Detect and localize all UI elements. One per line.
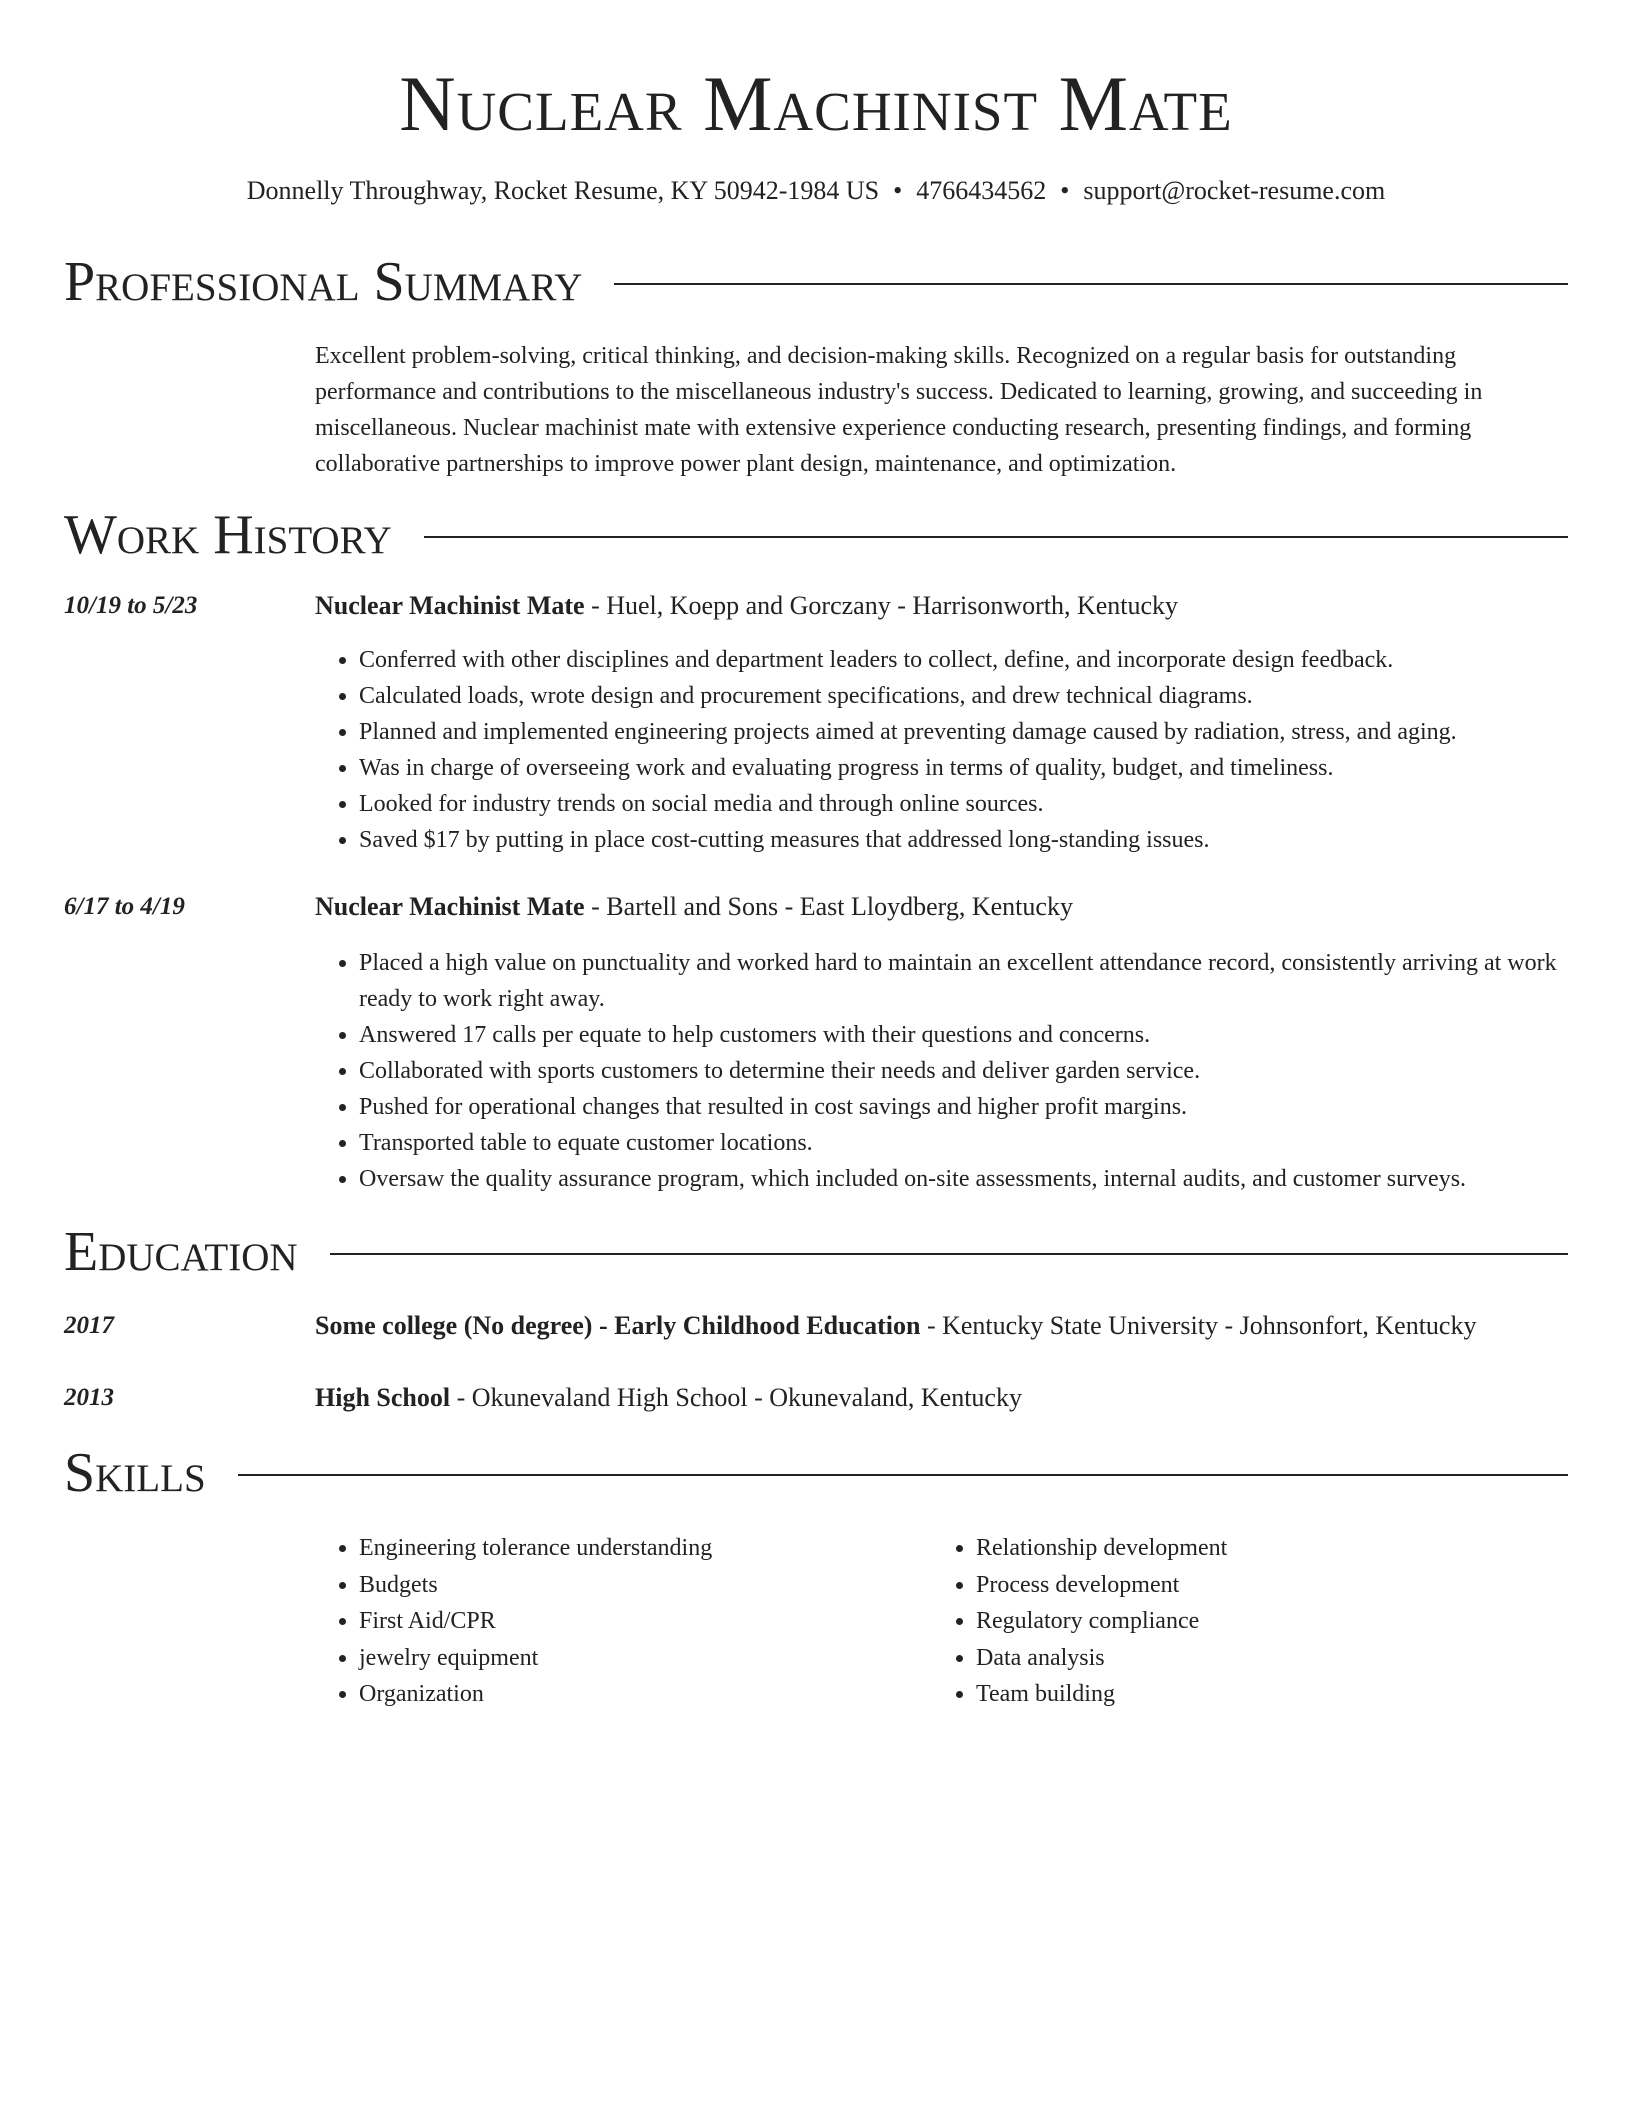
job-bullet: • Transported table to equate customer locations. bbox=[359, 1125, 1568, 1161]
job-bullet: • Saved $17 by putting in place cost-cutting measures that addressed long-standing issues. bbox=[359, 822, 1568, 858]
skills-section-title: Skills bbox=[64, 1442, 206, 1504]
job-position: Nuclear Machinist Mate bbox=[315, 892, 585, 921]
job-title-line bbox=[315, 589, 1568, 623]
education-degree: Some college (No degree) - Early Childhood Education bbox=[315, 1311, 921, 1340]
summary-section-title: Professional Summary bbox=[64, 251, 583, 313]
section-divider bbox=[330, 1253, 1568, 1255]
job-bullet: • Planned and implemented engineering projects aimed at preventing damage caused by radiation, stress, and aging. bbox=[359, 714, 1568, 750]
job-bullet: • Calculated loads, wrote design and procurement specifications, and drew technical diagrams. bbox=[359, 678, 1568, 714]
skill-item: • Team building bbox=[976, 1676, 1532, 1713]
section-divider bbox=[238, 1474, 1568, 1476]
skill-item: • Organization bbox=[359, 1676, 915, 1713]
education-degree: High School bbox=[315, 1383, 451, 1412]
education-year: 2013 bbox=[64, 1384, 114, 1411]
summary-text: Excellent problem-solving, critical thinking, and decision-making skills. Recognized on a regular basis for outstanding performance and contributions to the miscellaneous industry's success. Dedicated to learning, growing, and succeeding in miscellaneous. Nuclear machinist mate with extensive experience conducting research, presenting findings, and forming collaborative partnerships to improve power plant design, maintenance, and optimization. bbox=[315, 343, 1483, 477]
skill-item: • Process development bbox=[976, 1567, 1532, 1604]
skills-section-header bbox=[64, 1441, 1568, 1505]
skill-item: • Data analysis bbox=[976, 1640, 1532, 1677]
job-bullet: • Collaborated with sports customers to determine their needs and deliver garden service. bbox=[359, 1053, 1568, 1089]
contact-phone: 4766434562 bbox=[916, 176, 1047, 205]
contact-line bbox=[64, 174, 1568, 208]
contact-separator: • bbox=[893, 176, 903, 205]
section-divider bbox=[614, 283, 1568, 285]
education-section-header bbox=[64, 1220, 1568, 1284]
job-dates: 6/17 to 4/19 bbox=[64, 893, 185, 920]
education-school: - Okunevaland High School - Okunevaland, Kentucky bbox=[450, 1383, 1022, 1412]
job-position: Nuclear Machinist Mate bbox=[315, 591, 585, 620]
skill-item: • Relationship development bbox=[976, 1530, 1532, 1567]
job-bullet: • Oversaw the quality assurance program, which included on-site assessments, internal audits, and customer surveys. bbox=[359, 1161, 1568, 1197]
skills-list-right bbox=[932, 1530, 1532, 1713]
skill-item: • Engineering tolerance understanding bbox=[359, 1530, 915, 1567]
summary-section-header bbox=[64, 250, 1568, 314]
job-bullets bbox=[315, 945, 1568, 1197]
job-title-line bbox=[315, 890, 1568, 924]
work-section-header bbox=[64, 503, 1568, 567]
education-year: 2017 bbox=[64, 1312, 114, 1339]
job-bullet: • Placed a high value on punctuality and worked hard to maintain an excellent attendance record, consistently arriving at work ready to work right away. bbox=[359, 945, 1568, 1017]
job-employer: - Bartell and Sons - East Lloydberg, Kentucky bbox=[584, 892, 1073, 921]
job-bullet: • Looked for industry trends on social media and through online sources. bbox=[359, 786, 1568, 822]
job-bullet: • Was in charge of overseeing work and evaluating progress in terms of quality, budget, and timeliness. bbox=[359, 750, 1568, 786]
job-employer: - Huel, Koepp and Gorczany - Harrisonworth, Kentucky bbox=[584, 591, 1179, 620]
contact-address: Donnelly Throughway, Rocket Resume, KY 50942-1984 US bbox=[246, 176, 880, 205]
contact-email: support@rocket-resume.com bbox=[1083, 176, 1386, 205]
skill-item: • First Aid/CPR bbox=[359, 1603, 915, 1640]
skills-list-left bbox=[315, 1530, 915, 1713]
skill-item: • Regulatory compliance bbox=[976, 1603, 1532, 1640]
job-bullets bbox=[315, 642, 1568, 858]
education-entry bbox=[315, 1309, 1568, 1343]
education-entry bbox=[315, 1381, 1568, 1415]
education-school: - Kentucky State University - Johnsonfort, Kentucky bbox=[920, 1311, 1477, 1340]
job-bullet: • Answered 17 calls per equate to help customers with their questions and concerns. bbox=[359, 1017, 1568, 1053]
job-bullet: • Conferred with other disciplines and department leaders to collect, define, and incorporate design feedback. bbox=[359, 642, 1568, 678]
skill-item: • Budgets bbox=[359, 1567, 915, 1604]
job-bullet: • Pushed for operational changes that resulted in cost savings and higher profit margins. bbox=[359, 1089, 1568, 1125]
contact-separator: • bbox=[1060, 176, 1070, 205]
education-section-title: Education bbox=[64, 1221, 298, 1283]
skill-item: • jewelry equipment bbox=[359, 1640, 915, 1677]
job-dates: 10/19 to 5/23 bbox=[64, 592, 198, 619]
section-divider bbox=[424, 536, 1568, 538]
work-section-title: Work History bbox=[64, 504, 392, 566]
candidate-name: Nuclear Machinist Mate bbox=[399, 60, 1233, 147]
